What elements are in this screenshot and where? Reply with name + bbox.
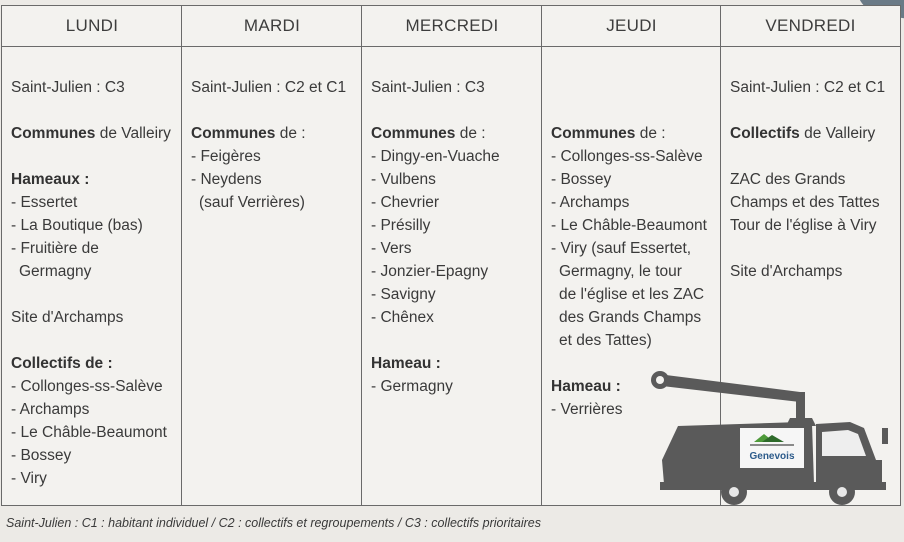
communes-value: de : bbox=[275, 125, 306, 142]
communes-value: de Valleiry bbox=[95, 125, 171, 142]
list-item: - Germagny bbox=[371, 378, 453, 395]
header-lundi: LUNDI bbox=[65, 16, 119, 35]
communes-label: Communes bbox=[11, 125, 96, 142]
communes-label: Communes bbox=[371, 125, 456, 142]
communes-line bbox=[551, 122, 720, 145]
list-item: - Chevrier bbox=[371, 194, 440, 211]
saint-julien-line: Saint-Julien : C3 bbox=[371, 79, 485, 96]
list-item: - Le Châble-Beaumont bbox=[11, 424, 167, 441]
list-item: - Bossey bbox=[551, 171, 612, 188]
list-item: - Verrières bbox=[551, 401, 623, 418]
communes-label: Communes bbox=[191, 125, 276, 142]
hameau-title: Hameau : bbox=[371, 355, 441, 372]
collectifs-line bbox=[730, 122, 900, 145]
collectifs-label: Collectifs bbox=[730, 125, 800, 142]
column-mardi bbox=[182, 46, 361, 505]
list-item: - Savigny bbox=[371, 286, 436, 303]
footnote: Saint-Julien : C1 : habitant individuel / C2 : collectifs et regroupements / C3 : collectifs prioritaires bbox=[6, 516, 541, 530]
communes-value: de : bbox=[635, 125, 666, 142]
site-line: Site d'Archamps bbox=[730, 263, 843, 280]
list-item: - Bossey bbox=[11, 447, 72, 464]
list-item: - Neydens bbox=[191, 171, 262, 188]
saint-julien-line: Saint-Julien : C2 et C1 bbox=[730, 79, 886, 96]
collectifs-value: de Valleiry bbox=[799, 125, 876, 142]
list-item: - Collonges-ss-Salève bbox=[551, 148, 703, 165]
column-lundi bbox=[2, 46, 181, 505]
collectifs-title: Collectifs de : bbox=[11, 355, 113, 372]
list-item: Germagny bbox=[19, 263, 92, 280]
list-item: - La Boutique (bas) bbox=[11, 217, 143, 234]
list-item: - Présilly bbox=[371, 217, 431, 234]
communes-label: Communes bbox=[551, 125, 636, 142]
list-item: - Viry (sauf Essertet, bbox=[551, 240, 692, 257]
list-item: de l'église et les ZAC bbox=[559, 286, 705, 303]
site-line: Site d'Archamps bbox=[11, 309, 124, 326]
list-item: Champs et des Tattes bbox=[730, 194, 880, 211]
list-item: - Le Châble-Beaumont bbox=[551, 217, 707, 234]
garbage-truck-icon bbox=[650, 368, 900, 506]
list-item: (sauf Verrières) bbox=[199, 194, 305, 211]
list-item: - Vulbens bbox=[371, 171, 436, 188]
list-item: - Feigères bbox=[191, 148, 261, 165]
list-item: - Archamps bbox=[551, 194, 630, 211]
communes-line bbox=[11, 122, 181, 145]
communes-line bbox=[191, 122, 361, 145]
list-item: - Essertet bbox=[11, 194, 78, 211]
saint-julien-line: Saint-Julien : C3 bbox=[11, 79, 125, 96]
list-item: - Viry bbox=[11, 470, 47, 487]
header-mercredi: MERCREDI bbox=[405, 16, 499, 35]
hameau-title: Hameau : bbox=[551, 378, 621, 395]
column-mercredi bbox=[362, 46, 541, 505]
list-item: - Collonges-ss-Salève bbox=[11, 378, 163, 395]
truck-logo-text: Genevois bbox=[749, 451, 795, 462]
header-mardi: MARDI bbox=[243, 16, 301, 35]
header-jeudi: JEUDI bbox=[606, 16, 657, 35]
communes-value: de : bbox=[455, 125, 486, 142]
list-item: - Vers bbox=[371, 240, 412, 257]
header-vendredi: VENDREDI bbox=[765, 16, 856, 35]
list-item: Tour de l'église à Viry bbox=[730, 217, 877, 234]
list-item: - Fruitière de bbox=[11, 240, 99, 257]
saint-julien-line: Saint-Julien : C2 et C1 bbox=[191, 79, 347, 96]
list-item: Germagny, le tour bbox=[559, 263, 682, 280]
list-item: ZAC des Grands bbox=[730, 171, 846, 188]
communes-line bbox=[371, 122, 541, 145]
list-item: - Chênex bbox=[371, 309, 434, 326]
hameaux-title: Hameaux : bbox=[11, 171, 90, 188]
table-header-row bbox=[2, 6, 900, 47]
list-item: des Grands Champs bbox=[559, 309, 702, 326]
list-item: - Jonzier-Epagny bbox=[371, 263, 489, 280]
list-item: - Archamps bbox=[11, 401, 90, 418]
list-item: - Dingy-en-Vuache bbox=[371, 148, 500, 165]
list-item: et des Tattes) bbox=[559, 332, 652, 349]
